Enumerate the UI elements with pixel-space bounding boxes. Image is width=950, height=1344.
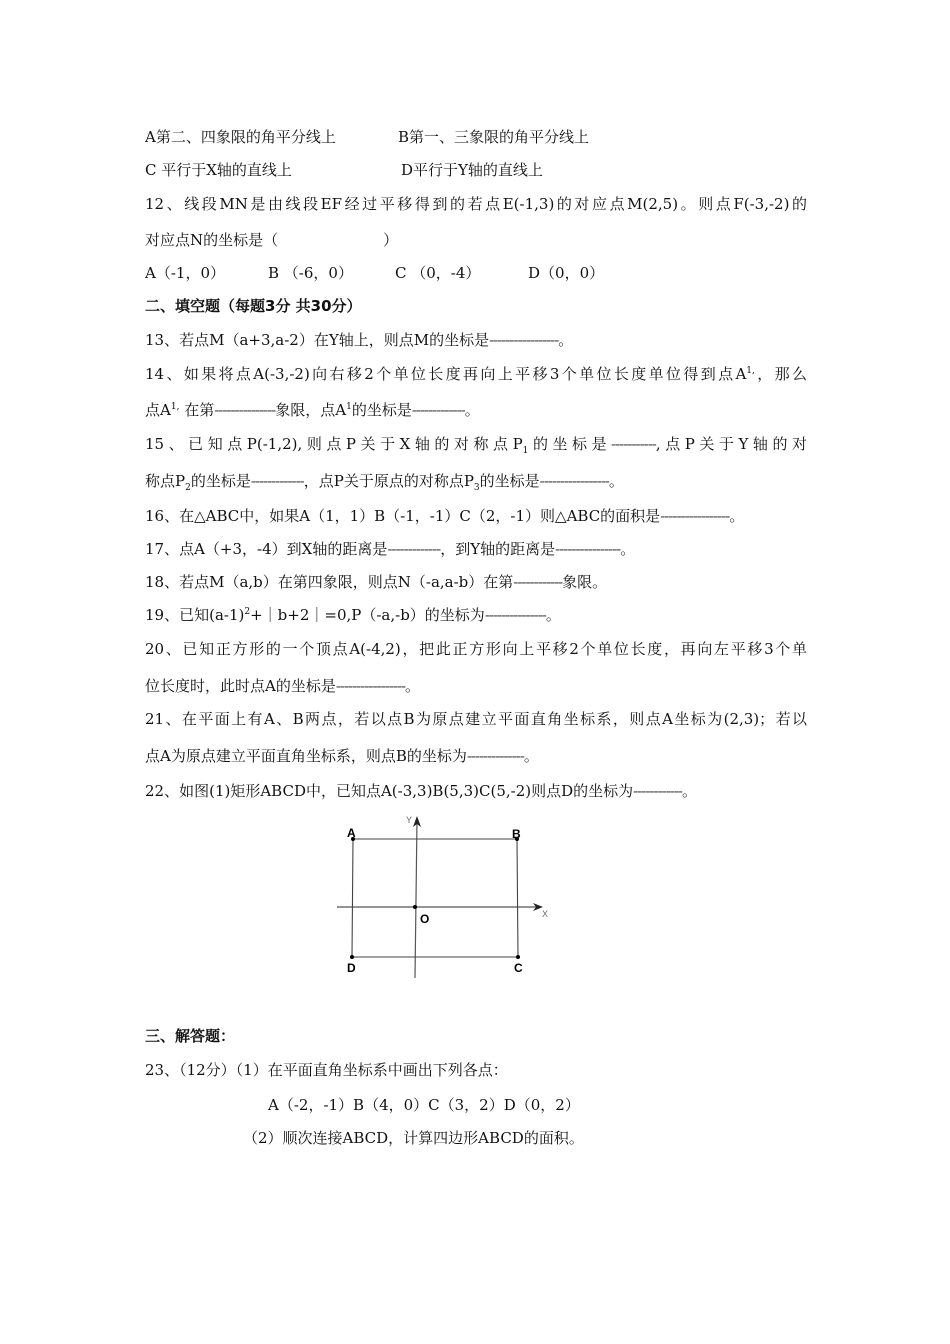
q12-option-a: A（-1，0） bbox=[145, 264, 225, 282]
q15-line2 bbox=[145, 471, 624, 491]
q20-text: 位长度时，此时点A的坐标是 bbox=[145, 677, 336, 695]
q12-line1: 12、线段MN是由线段EF经过平移得到的若点E(-1,3)的对应点M(2,5)。则点F(-3,-2)的 bbox=[145, 195, 807, 213]
q23-line2: （2）顺次连接ABCD，计算四边形ABCD的面积。 bbox=[243, 1129, 584, 1147]
q15-end: 。 bbox=[608, 472, 624, 490]
q14-text: 的坐标是 bbox=[351, 401, 412, 419]
q11-option-b: B第一、三象限的角平分线上 bbox=[398, 128, 590, 146]
q14-text: 象限，点A bbox=[275, 401, 347, 419]
q17-text: ，到Y轴的距离是 bbox=[440, 540, 556, 558]
q14-sup: 1, bbox=[746, 366, 755, 376]
q23-line1: 23、（12分）（1）在平面直角坐标系中画出下列各点： bbox=[145, 1061, 508, 1079]
q16-text: 16、在△ABC中，如果A（1，1）B（-1，-1）C（2，-1）则△ABC的面积是 bbox=[145, 507, 661, 525]
q15-blank-2: ------------- bbox=[250, 472, 304, 490]
q20-end: 。 bbox=[405, 677, 421, 695]
q16-blank: ----------------- bbox=[660, 507, 730, 525]
q13 bbox=[145, 330, 573, 350]
q15-sub: 2 bbox=[185, 483, 191, 493]
q17-blank-2: ---------------- bbox=[555, 540, 621, 558]
q19-blank: --------------- bbox=[484, 606, 546, 624]
label-c: C bbox=[514, 961, 523, 975]
q20-line2 bbox=[145, 676, 420, 696]
q17-text: 17、点A（+3，-4）到X轴的距离是 bbox=[145, 540, 388, 558]
q19-sup: 2 bbox=[244, 607, 251, 617]
q15-text: 的坐标是 bbox=[479, 472, 540, 490]
q13-blank: ----------------- bbox=[489, 331, 559, 349]
label-o: O bbox=[420, 912, 430, 926]
rectangle-abcd-figure bbox=[330, 810, 560, 982]
q11-option-c: C 平行于X轴的直线上 bbox=[145, 161, 292, 179]
q13-text: 13、若点M（a+3,a-2）在Y轴上，则点M的坐标是 bbox=[145, 331, 490, 349]
q21-end: 。 bbox=[523, 747, 539, 765]
q12-option-b: B （-6，0） bbox=[268, 264, 353, 282]
q14-text: 在第 bbox=[179, 401, 215, 419]
q12-option-c: C （0，-4） bbox=[395, 264, 481, 282]
q21-blank: -------------- bbox=[466, 747, 524, 765]
q14-sup: 1, bbox=[170, 402, 180, 412]
label-x: X bbox=[542, 909, 549, 919]
q12-line2: 对应点N的坐标是（ ） bbox=[145, 231, 399, 249]
label-b: B bbox=[512, 827, 521, 841]
q17 bbox=[145, 539, 635, 559]
q22-text: 22、如图(1)矩形ABCD中，已知点A(-3,3)B(5,3)C(5,-2)则点D的坐标为 bbox=[145, 782, 634, 800]
q11-option-d: D平行于Y轴的直线上 bbox=[401, 161, 543, 179]
section-3-heading: 三、解答题： bbox=[145, 1027, 236, 1045]
q15-text: 的坐标是 bbox=[190, 472, 251, 490]
q21-line2 bbox=[145, 746, 539, 766]
q14-text: 14、如果将点A(-3,-2)向右移2个单位长度再向上平移3个单位长度单位得到点A bbox=[145, 365, 747, 383]
origin-point bbox=[413, 905, 417, 909]
q15-text: 的坐标是 bbox=[528, 435, 612, 453]
q15-line1 bbox=[145, 434, 807, 454]
q11-option-a: A第二、四象限的角平分线上 bbox=[145, 128, 336, 146]
q14-line2 bbox=[145, 400, 480, 420]
q12-option-d: D（0，0） bbox=[528, 264, 605, 282]
q16 bbox=[145, 506, 744, 526]
label-y: Y bbox=[406, 815, 413, 825]
q14-blank-2: ------------- bbox=[411, 401, 465, 419]
q13-end: 。 bbox=[558, 331, 574, 349]
q14-text-end: ，那么 bbox=[754, 365, 807, 383]
point-c bbox=[516, 955, 520, 959]
q19-end: 。 bbox=[545, 606, 561, 624]
q19-text: +｜b+2｜=0,P（-a,-b）的坐标为 bbox=[250, 606, 485, 624]
q15-text: ,点P关于Y轴的对 bbox=[655, 435, 807, 453]
section-2-heading: 二、填空题（每题3分 共30分） bbox=[145, 297, 362, 315]
q17-blank-1: ------------- bbox=[387, 540, 441, 558]
q22 bbox=[145, 781, 697, 801]
q22-end: 。 bbox=[681, 782, 697, 800]
q14-blank-1: --------------- bbox=[214, 401, 276, 419]
q18-text: 18、若点M（a,b）在第四象限，则点N（-a,a-b）在第 bbox=[145, 573, 514, 591]
q15-blank-1: ----------- bbox=[611, 435, 656, 453]
q20-blank: ----------------- bbox=[335, 677, 406, 695]
q18 bbox=[145, 572, 607, 592]
q15-text: 称点P bbox=[145, 472, 186, 490]
q22-blank: ------------ bbox=[633, 782, 682, 800]
q20-line1: 20、已知正方形的一个顶点A(-4,2)，把此正方形向上平移2个单位长度，再向左平移3个单 bbox=[145, 640, 807, 658]
point-d bbox=[350, 955, 354, 959]
q14-end: 。 bbox=[464, 401, 480, 419]
y-axis bbox=[415, 820, 417, 978]
q19-text: 19、已知(a-1) bbox=[145, 606, 245, 624]
q17-end: 。 bbox=[620, 540, 636, 558]
q19 bbox=[145, 605, 561, 625]
q18-blank: ------------ bbox=[513, 573, 563, 591]
rectangle bbox=[352, 839, 518, 957]
q21-line1: 21、在平面上有A、B两点，若以点B为原点建立平面直角坐标系，则点A坐标为(2,3)；若以 bbox=[145, 710, 807, 728]
q14-sup: 1 bbox=[346, 402, 352, 412]
q14-text: 点A bbox=[145, 401, 171, 419]
q15-text: 15、已知点P(-1,2),则点P关于X轴的对称点P bbox=[145, 435, 523, 453]
q16-end: 。 bbox=[729, 507, 745, 525]
label-a: A bbox=[347, 826, 356, 840]
q21-text: 点A为原点建立平面直角坐标系，则点B的坐标为 bbox=[145, 747, 467, 765]
q23-points: A（-2，-1）B（4，0）C（3，2）D（0，2） bbox=[268, 1096, 580, 1114]
q14-line1 bbox=[145, 364, 807, 384]
q15-text: ，点P关于原点的对称点P bbox=[303, 472, 474, 490]
q15-sub: 3 bbox=[473, 483, 480, 493]
q15-blank-3: ----------------- bbox=[539, 472, 609, 490]
q15-sub: 1 bbox=[522, 446, 529, 456]
label-d: D bbox=[347, 961, 356, 975]
q18-end: 象限。 bbox=[562, 573, 608, 591]
